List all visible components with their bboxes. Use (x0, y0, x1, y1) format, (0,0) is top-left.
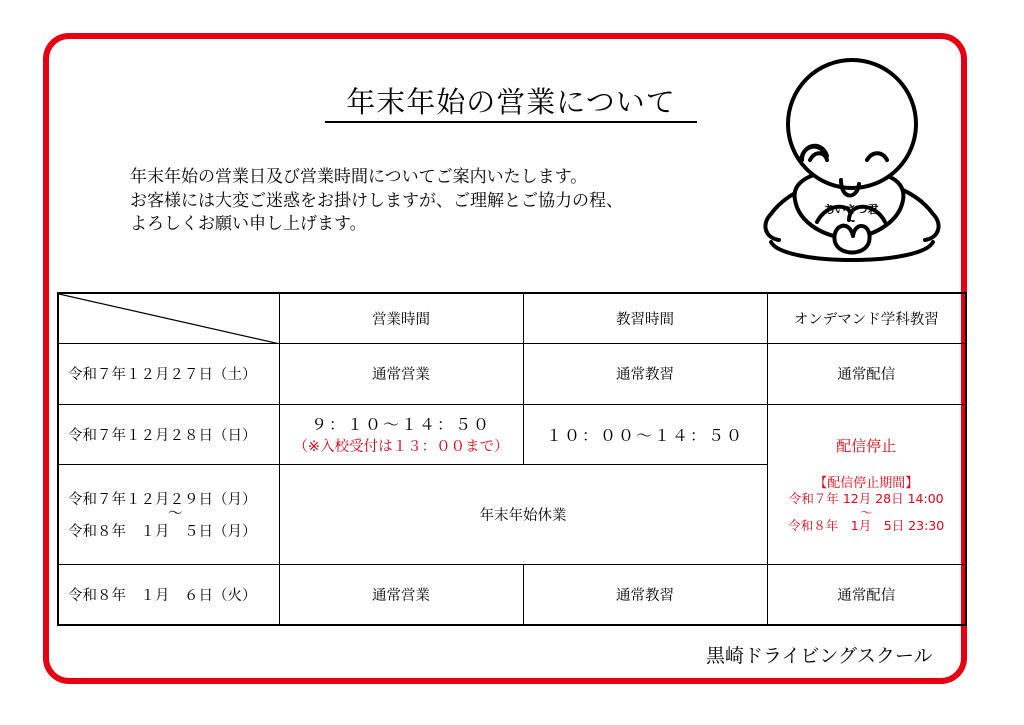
diagonal-line (59, 294, 280, 344)
table-header-row (58, 293, 966, 343)
table-row (58, 404, 966, 464)
table-row (58, 343, 966, 404)
closed-cell: 年末年始休業 (279, 464, 767, 564)
header-business-hours: 営業時間 (279, 293, 523, 343)
date-tilde: 〜 (168, 505, 183, 522)
intro-line-3: よろしくお願い申し上げます。 (130, 214, 367, 234)
intro-line-2: お客様には大変ご迷惑をお掛けしますが、ご理解とご協力の程、 (130, 190, 623, 211)
intro-line-1: 年末年始の営業日及び営業時間についてご案内いたします。 (130, 167, 588, 187)
business-cell: 通常営業 (279, 564, 523, 625)
school-name: 黒崎ドライビングスクール (706, 645, 933, 667)
online-cell: 通常配信 (767, 564, 966, 625)
stop-period-from: 令和７年 12月 28日 14:00 (788, 490, 944, 506)
lesson-cell: 通常教習 (523, 564, 767, 625)
admission-note: （※入校受付は１３：００まで） (293, 439, 509, 455)
stop-period-tilde: 〜 (859, 504, 873, 520)
online-stop-cell (767, 404, 966, 564)
stop-period-label: 【配信停止期間】 (814, 475, 919, 491)
business-cell: 通常営業 (279, 343, 523, 404)
lesson-cell: 通常教習 (523, 343, 767, 404)
online-cell: 通常配信 (767, 343, 966, 404)
lesson-cell: １０：００〜１４：５０ (523, 404, 767, 464)
header-online-lessons: オンデマンド学科教習 (767, 293, 966, 343)
intro-text (130, 166, 623, 237)
stop-period-to: 令和８年 1月 5日 23:30 (788, 517, 945, 533)
business-hours-value: ９：１０〜１４：５０ (310, 415, 491, 434)
mascot-label: あいさつ君 (823, 203, 879, 216)
corner-diagonal-cell (58, 293, 279, 343)
bowing-mascot-icon (757, 52, 947, 274)
row-date-range (58, 464, 279, 564)
date-to: 令和８年 １月 ５日（月） (68, 523, 257, 540)
page-title: 年末年始の営業について (325, 84, 697, 123)
row-date: 令和７年１２月２８日（日） (58, 404, 279, 464)
date-from: 令和７年１２月２９日（月） (68, 491, 257, 508)
header-lesson-hours: 教習時間 (523, 293, 767, 343)
business-cell (279, 404, 523, 464)
row-date: 令和７年１２月２７日（土） (58, 343, 279, 404)
online-stop-title: 配信停止 (836, 436, 897, 455)
table-row (58, 564, 966, 625)
row-date: 令和８年 １月 ６日（火） (58, 564, 279, 625)
schedule-table (57, 292, 967, 626)
